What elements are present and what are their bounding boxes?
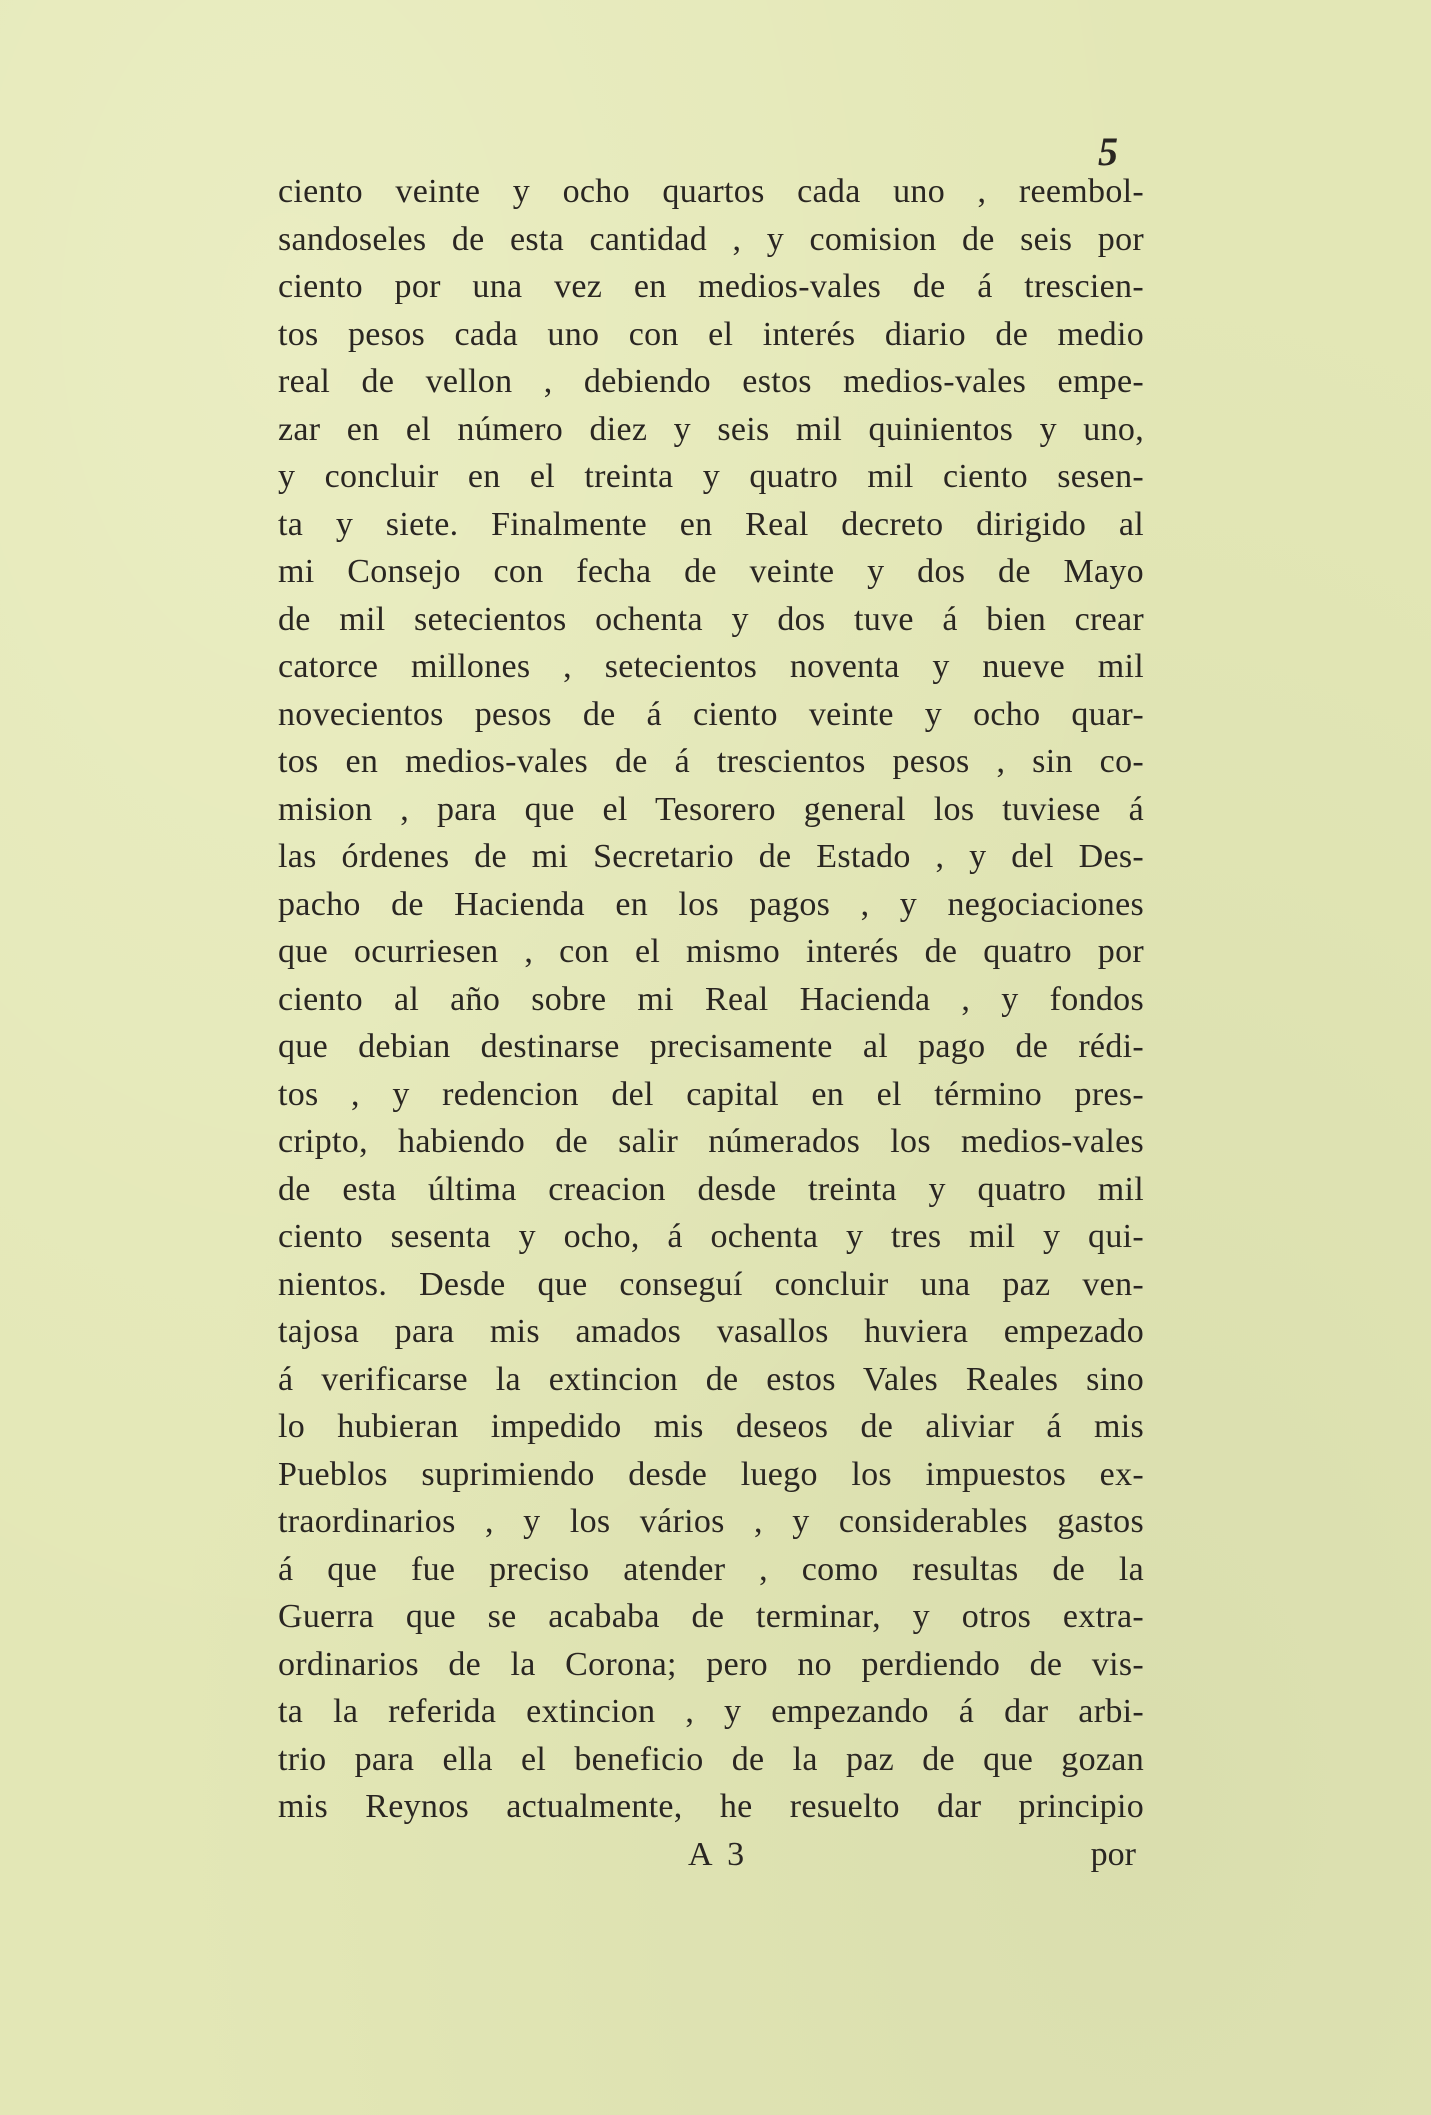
text-line: cripto, habiendo de salir númerados los medios-vales	[278, 1123, 1144, 1160]
page-footer	[278, 1836, 1144, 1888]
text-line: mision , para que el Tesorero general los tuviese á	[278, 790, 1144, 828]
text-line: lo hubieran impedido mis deseos de aliviar á mis	[278, 1408, 1144, 1445]
text-line: pacho de Hacienda en los pagos , y negociaciones	[278, 885, 1144, 923]
text-line: sandoseles de esta cantidad , y comision de seis por	[278, 220, 1144, 258]
body-text	[278, 168, 1144, 1831]
folio-number: 5	[1098, 129, 1118, 174]
text-line: tos , y redencion del capital en el término pres-	[278, 1075, 1144, 1113]
text-line: ta la referida extincion , y empezando á dar arbi-	[278, 1693, 1144, 1730]
text-line: de mil setecientos ochenta y dos tuve á bien crear	[278, 600, 1144, 638]
text-line: que ocurriesen , con el mismo interés de quatro por	[278, 933, 1144, 970]
text-line: tos pesos cada uno con el interés diario de medio	[278, 315, 1144, 353]
text-line: ciento veinte y ocho quartos cada uno , reembol-	[278, 173, 1144, 210]
text-line: tos en medios-vales de á trescientos pesos , sin co-	[278, 743, 1144, 780]
text-line: tajosa para mis amados vasallos huviera empezado	[278, 1313, 1144, 1350]
text-line: ciento al año sobre mi Real Hacienda , y fondos	[278, 980, 1144, 1018]
text-line: que debian destinarse precisamente al pago de rédi-	[278, 1028, 1144, 1065]
text-line: Guerra que se acababa de terminar, y otros extra-	[278, 1598, 1144, 1635]
text-line: trio para ella el beneficio de la paz de que gozan	[278, 1740, 1144, 1778]
text-line: á verificarse la extincion de estos Vales Reales sino	[278, 1360, 1144, 1398]
text-line: á que fue preciso atender , como resultas de la	[278, 1550, 1144, 1588]
text-line: catorce millones , setecientos noventa y nueve mil	[278, 648, 1144, 685]
text-line: mi Consejo con fecha de veinte y dos de Mayo	[278, 553, 1144, 590]
text-line: traordinarios , y los vários , y considerables gastos	[278, 1503, 1144, 1540]
text-line: real de vellon , debiendo estos medios-vales empe-	[278, 363, 1144, 400]
signature-mark: A 3	[688, 1836, 749, 1873]
text-line: y concluir en el treinta y quatro mil ciento sesen-	[278, 458, 1144, 495]
text-line: mis Reynos actualmente, he resuelto dar principio	[278, 1788, 1144, 1825]
text-line: ciento por una vez en medios-vales de á trescien-	[278, 268, 1144, 305]
text-line: nientos. Desde que conseguí concluir una paz ven-	[278, 1265, 1144, 1303]
text-line: ordinarios de la Corona; pero no perdiendo de vis-	[278, 1645, 1144, 1683]
text-line: ciento sesenta y ocho, á ochenta y tres mil y qui-	[278, 1218, 1144, 1255]
text-line: las órdenes de mi Secretario de Estado , y del Des-	[278, 838, 1144, 875]
text-line: de esta última creacion desde treinta y quatro mil	[278, 1170, 1144, 1208]
text-line: Pueblos suprimiendo desde luego los impuestos ex-	[278, 1455, 1144, 1493]
text-line: novecientos pesos de á ciento veinte y ocho quar-	[278, 695, 1144, 733]
catchword: por	[1090, 1836, 1136, 1873]
text-line: ta y siete. Finalmente en Real decreto dirigido al	[278, 505, 1144, 543]
text-line: zar en el número diez y seis mil quinientos y uno,	[278, 410, 1144, 448]
